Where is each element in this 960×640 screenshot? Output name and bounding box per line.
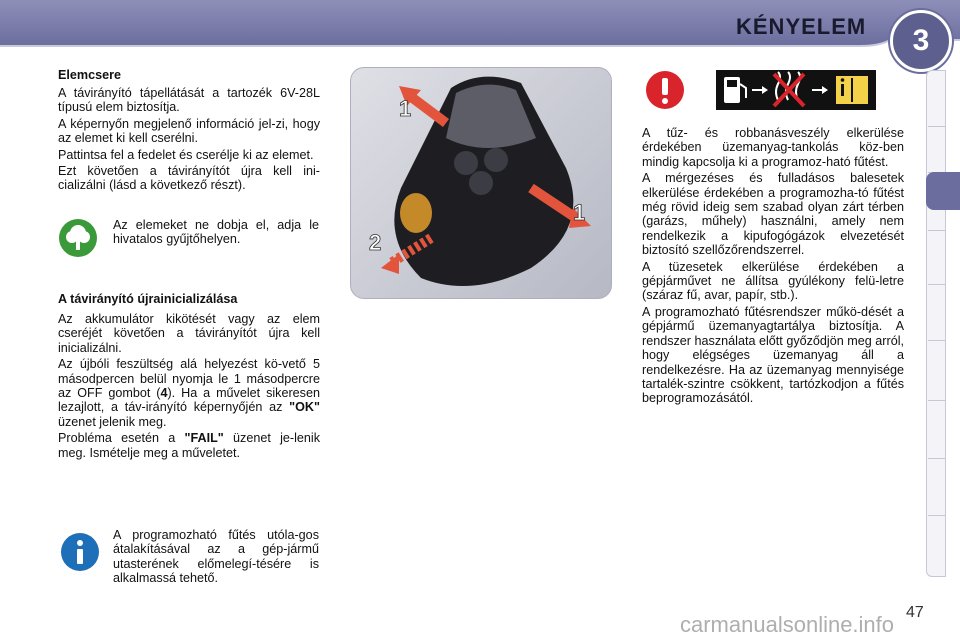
text-span: Probléma esetén a xyxy=(58,431,185,446)
fail-message: "FAIL" xyxy=(184,431,224,446)
text-span: Az újbóli feszültség alá helyezést kö-vető 5 másodpercen belül nyomja le 1 másodpercre az OFF gombot ( xyxy=(58,357,320,401)
paragraph: Ezt követően a távirányítót újra kell ini-cializálni (lásd a következő részt). xyxy=(58,164,320,193)
button-ref: 4 xyxy=(160,386,168,401)
chapter-number-badge: 3 xyxy=(890,10,952,72)
manual-book-icon xyxy=(836,76,868,104)
pictogram-strip xyxy=(716,70,876,110)
paragraph: A képernyőn megjelenő információ jel-zi, hogy az elemet ki kell cserélni. xyxy=(58,116,320,146)
side-tab-divider xyxy=(928,400,946,401)
environment-note: Az elemeket ne dobja el, adja le hivatalos gyűjtőhelyen. xyxy=(113,218,319,247)
side-tab-divider xyxy=(928,230,946,231)
chapter-title: KÉNYELEM xyxy=(736,14,867,39)
paragraph xyxy=(58,357,320,429)
side-tab-divider xyxy=(928,515,946,516)
header-wave xyxy=(0,38,960,54)
page-number: 47 xyxy=(906,604,924,621)
text-span: üzenet je-lenik meg. Ismételje meg a műveletet. xyxy=(58,431,320,460)
side-tab-divider xyxy=(928,458,946,459)
warning-icon xyxy=(645,70,685,110)
remote-control-photo xyxy=(350,67,612,299)
text-span: ). Ha a művelet sikeresen lezajlott, a táv-irányító képernyőjén az xyxy=(58,386,320,415)
callout-1-top: 1 xyxy=(399,96,412,121)
remote-illustration xyxy=(351,68,611,298)
paragraph: A mérgezéses és fulladásos balesetek elkerülése érdekében a programozha-tó fűtést még rövid ideig sem szabad olyan zárt térben (garázs, műhely) használni, amely nem rendelkezik a kipufogógázok elvezetését biztosító szellőzőrendszerrel. xyxy=(642,171,904,258)
battery-text xyxy=(58,86,320,195)
chapter-side-tabs xyxy=(926,70,946,577)
paragraph: Az akkumulátor kikötését vagy az elem cseréjét követően a távirányítót újra kell inicializálni. xyxy=(58,312,320,355)
section-heading-reinit: A távirányító újrainicializálása xyxy=(58,292,238,306)
paragraph: Pattintsa fel a fedelet és cserélje ki az elemet. xyxy=(58,147,314,162)
side-tab-divider xyxy=(928,126,946,127)
text-span: üzenet jelenik meg. xyxy=(58,414,167,429)
safety-text xyxy=(642,126,904,408)
callout-2: 2 xyxy=(369,230,382,255)
paragraph xyxy=(58,431,320,460)
side-tab-divider xyxy=(928,340,946,341)
reinit-text xyxy=(58,312,320,462)
info-icon xyxy=(60,532,100,572)
fuel-warning-pictogram xyxy=(716,70,876,110)
watermark: carmanualsonline.info xyxy=(680,612,895,637)
paragraph: A tűz- és robbanásveszély elkerülése érdekében üzemanyag-tankolás köz-ben mindig kapcsolja ki a programoz-ható fűtést. xyxy=(642,126,904,169)
side-tab-divider xyxy=(928,284,946,285)
ok-message: "OK" xyxy=(289,400,320,415)
paragraph: A távirányító tápellátását a tartozék 6V-28L típusú elem biztosítja. xyxy=(58,86,320,115)
side-tab-active[interactable] xyxy=(926,172,960,210)
section-heading-battery: Elemcsere xyxy=(58,68,122,82)
callout-1-right: 1 xyxy=(573,200,586,225)
paragraph: A programozható fűtésrendszer műkö-dését a gépjármű üzemanyagtartálya biztosítja. A rendszer használata előtt győződjön meg arról, hogy elégséges üzemanyag áll a rendelkezésre. Ha az üzemanyag mennyisége tartalék-szintre csökkent, tartózkodjon a fűtés beprogramozásától. xyxy=(642,304,904,406)
paragraph: A tüzesetek elkerülése érdekében a gépjárművet ne állítsa gyúlékony felü-letre (száraz fű, avar, papír, stb.). xyxy=(642,259,904,303)
info-note: A programozható fűtés utóla-gos átalakításával az a gép-jármű utasterének előmelegí-tésére is alkalmassá tehető. xyxy=(113,528,319,586)
tree-icon xyxy=(58,218,98,258)
